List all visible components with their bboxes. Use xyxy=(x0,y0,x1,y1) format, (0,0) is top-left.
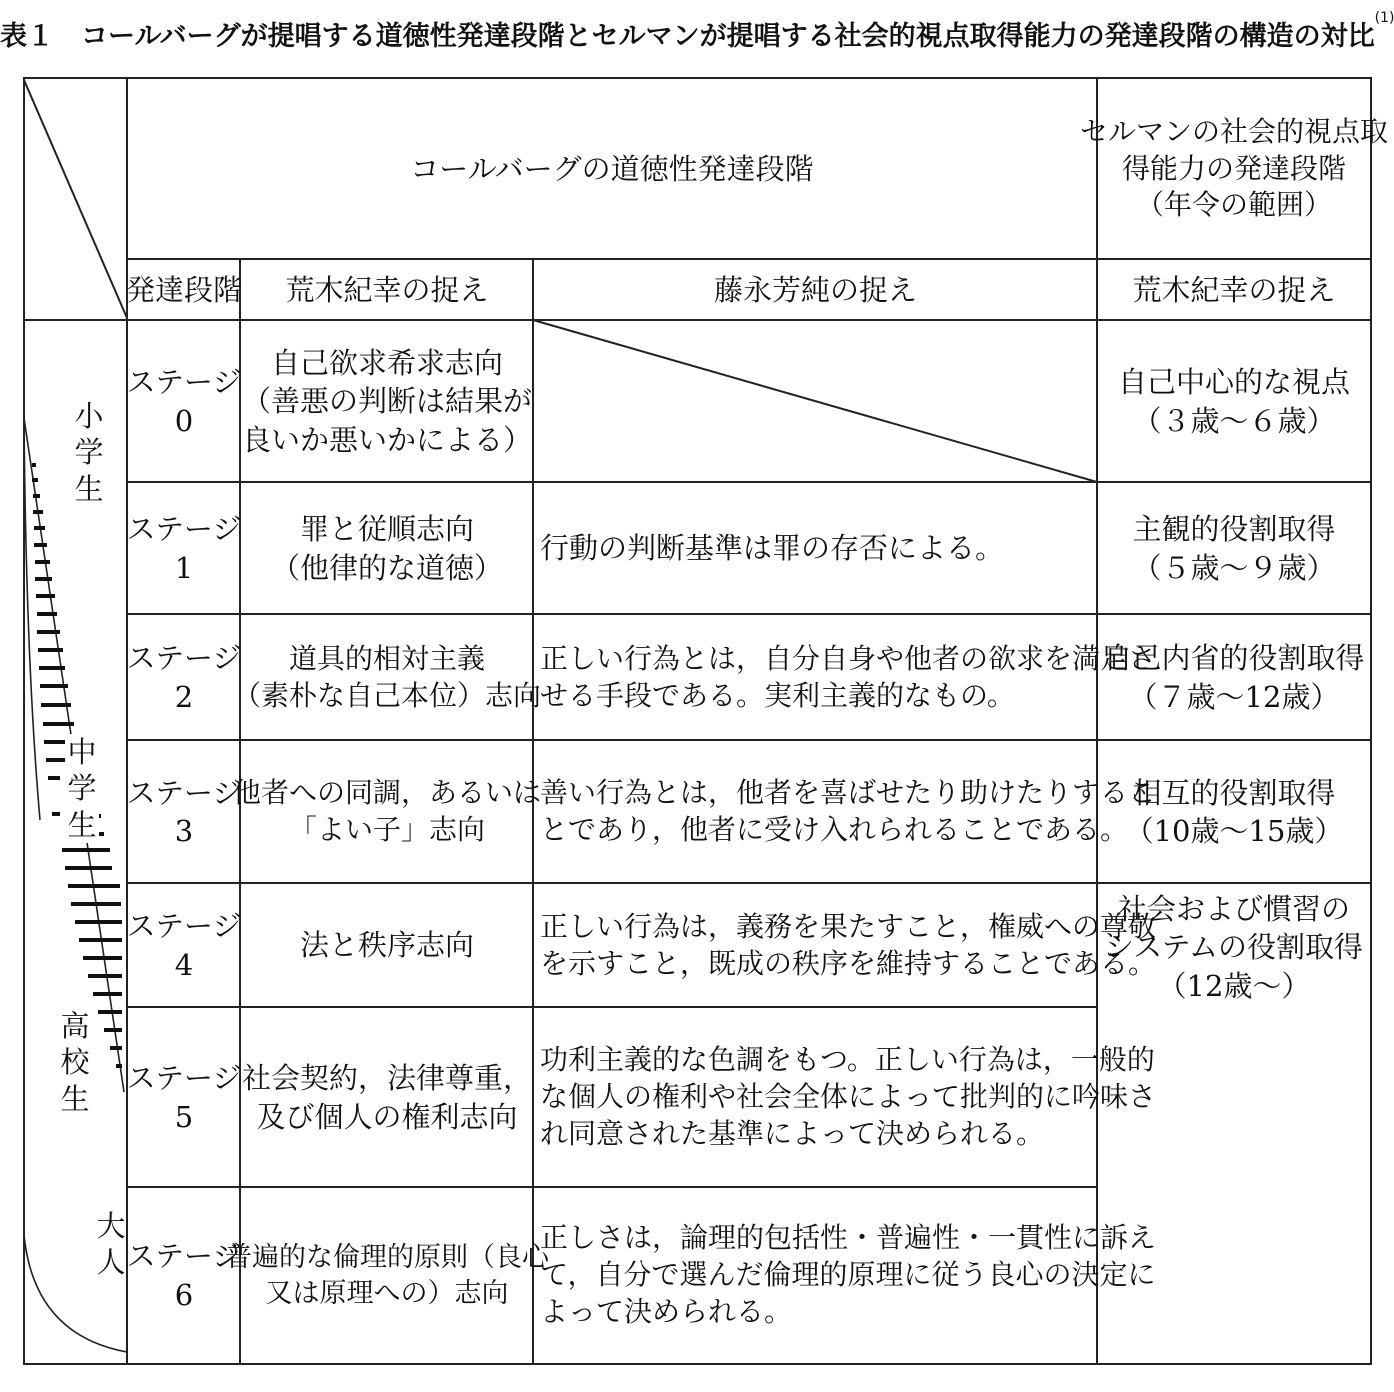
stage-label: ステージ xyxy=(126,641,242,676)
selman-line: （７歳～12歳） xyxy=(1128,679,1340,714)
age-char: 学 xyxy=(74,435,104,470)
fujinaga-line: て，自分で選んだ倫理的原理に従う良心の決定に xyxy=(540,1258,1156,1292)
age-char: 校 xyxy=(60,1045,90,1080)
stage-label: ステージ xyxy=(126,1061,242,1096)
araki-line: 良いか悪いかによる） xyxy=(241,422,532,457)
stage-cell-1 xyxy=(128,483,240,614)
stage-cell-0 xyxy=(128,321,240,482)
selman-cell-3 xyxy=(1098,741,1370,883)
header-fujinaga xyxy=(534,260,1097,320)
age-label-adult xyxy=(94,1208,128,1281)
header-kohlberg xyxy=(128,79,1096,259)
header-selman-araki xyxy=(1098,260,1370,320)
araki-line: （善悪の判断は結果が xyxy=(241,384,532,419)
age-char: 小 xyxy=(74,399,104,433)
header-stage xyxy=(126,260,243,320)
fujinaga-line: 善い行為とは，他者を喜ばせたり助けたりするこ xyxy=(540,776,1157,810)
header-selman xyxy=(1080,79,1389,259)
araki-line: 罪と従順志向 xyxy=(299,512,474,547)
header-selman-line: （年令の範囲） xyxy=(1135,188,1332,222)
caption-footnote: (1) xyxy=(1374,10,1394,26)
stage-label: ステージ xyxy=(126,1239,242,1274)
age-char: 高 xyxy=(60,1009,90,1043)
fujinaga-line: とであり，他者に受け入れられることである。 xyxy=(540,813,1129,846)
araki-line: 自己欲求希求志向 xyxy=(270,346,503,381)
stage-number: 6 xyxy=(174,1277,194,1312)
araki-line: 社会契約，法律尊重， xyxy=(241,1061,532,1096)
header-fujinaga-text: 藤永芳純の捉え xyxy=(713,272,917,307)
araki-cell-2 xyxy=(233,615,542,740)
stage-number: 5 xyxy=(174,1099,194,1134)
araki-cell-3 xyxy=(233,741,542,883)
araki-cell-6 xyxy=(225,1188,549,1363)
stage-number: 1 xyxy=(174,550,194,585)
fujinaga-line: れ同意された基準によって決められる。 xyxy=(540,1116,1045,1150)
selman-cell-merged xyxy=(1098,890,1370,1050)
age-char: 学 xyxy=(67,771,97,806)
fujinaga-line: よって決められる。 xyxy=(540,1294,793,1328)
fujinaga-cell-1 xyxy=(534,483,1097,614)
header-araki xyxy=(241,260,533,320)
stage-number: 2 xyxy=(174,679,194,714)
age-char: 生 xyxy=(67,807,97,842)
araki-line: 又は原理への）志向 xyxy=(265,1277,509,1309)
fujinaga-cell-4 xyxy=(534,884,1157,1007)
araki-cell-4 xyxy=(241,884,533,1007)
araki-line: （他律的な道徳） xyxy=(270,550,503,585)
selman-line: 主観的役割取得 xyxy=(1132,512,1336,547)
selman-line: （10歳～15歳） xyxy=(1124,814,1344,848)
header-selman-line: セルマンの社会的視点取 xyxy=(1080,114,1389,148)
araki-line: （素朴な自己本位）志向 xyxy=(233,678,542,712)
age-label-high-school xyxy=(58,1008,92,1117)
araki-line: 普遍的な倫理的原則（良心 xyxy=(225,1241,549,1273)
header-stage-text: 発達段階 xyxy=(126,272,243,307)
selman-cell-0 xyxy=(1098,321,1370,482)
age-char: 生 xyxy=(74,471,104,506)
fujinaga-line: 正しい行為とは，自分自身や他者の欲求を満足さ xyxy=(540,641,1157,675)
age-char: 大 xyxy=(96,1209,126,1243)
stage-cell-4 xyxy=(128,884,240,1007)
fujinaga-line: せる手段である。実利主義的なもの。 xyxy=(540,678,1015,712)
header-araki-text: 荒木紀幸の捉え xyxy=(285,272,489,307)
empty-cell-diagonal xyxy=(533,320,1097,482)
selman-cell-2 xyxy=(1098,615,1370,740)
stage-cell-2 xyxy=(128,615,240,740)
araki-line: 道具的相対主義 xyxy=(288,641,485,675)
araki-cell-1 xyxy=(241,483,533,614)
selman-line: システムの役割取得 xyxy=(1104,930,1364,965)
araki-line: 及び個人の権利志向 xyxy=(256,1099,518,1134)
stage-label: ステージ xyxy=(126,365,242,400)
corner-diagonal xyxy=(24,80,127,318)
stage-cell-6 xyxy=(128,1188,240,1363)
selman-line: 社会および慣習の xyxy=(1117,892,1350,926)
selman-line: （３歳～６歳） xyxy=(1132,403,1336,438)
stage-label: ステージ xyxy=(126,909,242,944)
stage-number: 0 xyxy=(174,403,194,438)
stage-cell-5 xyxy=(128,1008,240,1187)
age-label-elementary xyxy=(72,398,106,507)
fujinaga-cell-3 xyxy=(534,741,1157,883)
selman-line: 相互的役割取得 xyxy=(1132,775,1336,810)
selman-line: 自己中心的な視点 xyxy=(1117,365,1350,400)
age-label-junior-high xyxy=(65,734,99,843)
fujinaga-cell-5 xyxy=(534,1008,1157,1187)
fujinaga-line: 行動の判断基準は罪の存否による。 xyxy=(540,531,1005,566)
araki-cell-0 xyxy=(241,321,533,482)
selman-line: 自己内省的役割取得 xyxy=(1103,641,1365,676)
stage-number: 4 xyxy=(174,947,194,982)
araki-line: 「よい子」志向 xyxy=(288,813,485,846)
stage-number: 3 xyxy=(174,814,194,848)
araki-line: 他者への同調，あるいは xyxy=(233,776,542,810)
age-char: 中 xyxy=(67,735,97,769)
selman-cell-1 xyxy=(1098,483,1370,614)
araki-cell-5 xyxy=(241,1008,533,1187)
selman-line: （５歳～９歳） xyxy=(1132,550,1336,585)
fujinaga-cell-6 xyxy=(534,1188,1157,1363)
age-char: 生 xyxy=(60,1081,90,1116)
header-selman-araki-text: 荒木紀幸の捉え xyxy=(1132,272,1336,307)
selman-line: （12歳～） xyxy=(1157,968,1311,1003)
fujinaga-line: 正しさは，論理的包括性・普遍性・一貫性に訴え xyxy=(540,1221,1157,1255)
header-kohlberg-text: コールバーグの道徳性発達段階 xyxy=(410,151,814,186)
header-selman-line: 得能力の発達段階 xyxy=(1121,151,1346,185)
stage-cell-3 xyxy=(128,741,240,883)
fujinaga-line: 功利主義的な色調をもつ。正しい行為は，一般的 xyxy=(540,1043,1155,1077)
age-char: 人 xyxy=(96,1245,126,1280)
fujinaga-line: な個人の権利や社会全体によって批判的に吟味さ xyxy=(540,1080,1157,1114)
stage-label: ステージ xyxy=(126,512,242,547)
fujinaga-line: 正しい行為は，義務を果たすこと，権威への尊敬 xyxy=(540,909,1157,943)
fujinaga-line: を示すこと，既成の秩序を維持することである。 xyxy=(540,946,1157,980)
fujinaga-cell-2 xyxy=(534,615,1157,740)
stage-label: ステージ xyxy=(126,775,242,810)
araki-line: 法と秩序志向 xyxy=(299,928,474,963)
caption-title: 表１ コールバーグが提唱する道徳性発達段階とセルマンが提唱する社会的視点取得能力の発達段階の構造の対比 xyxy=(0,21,1375,52)
